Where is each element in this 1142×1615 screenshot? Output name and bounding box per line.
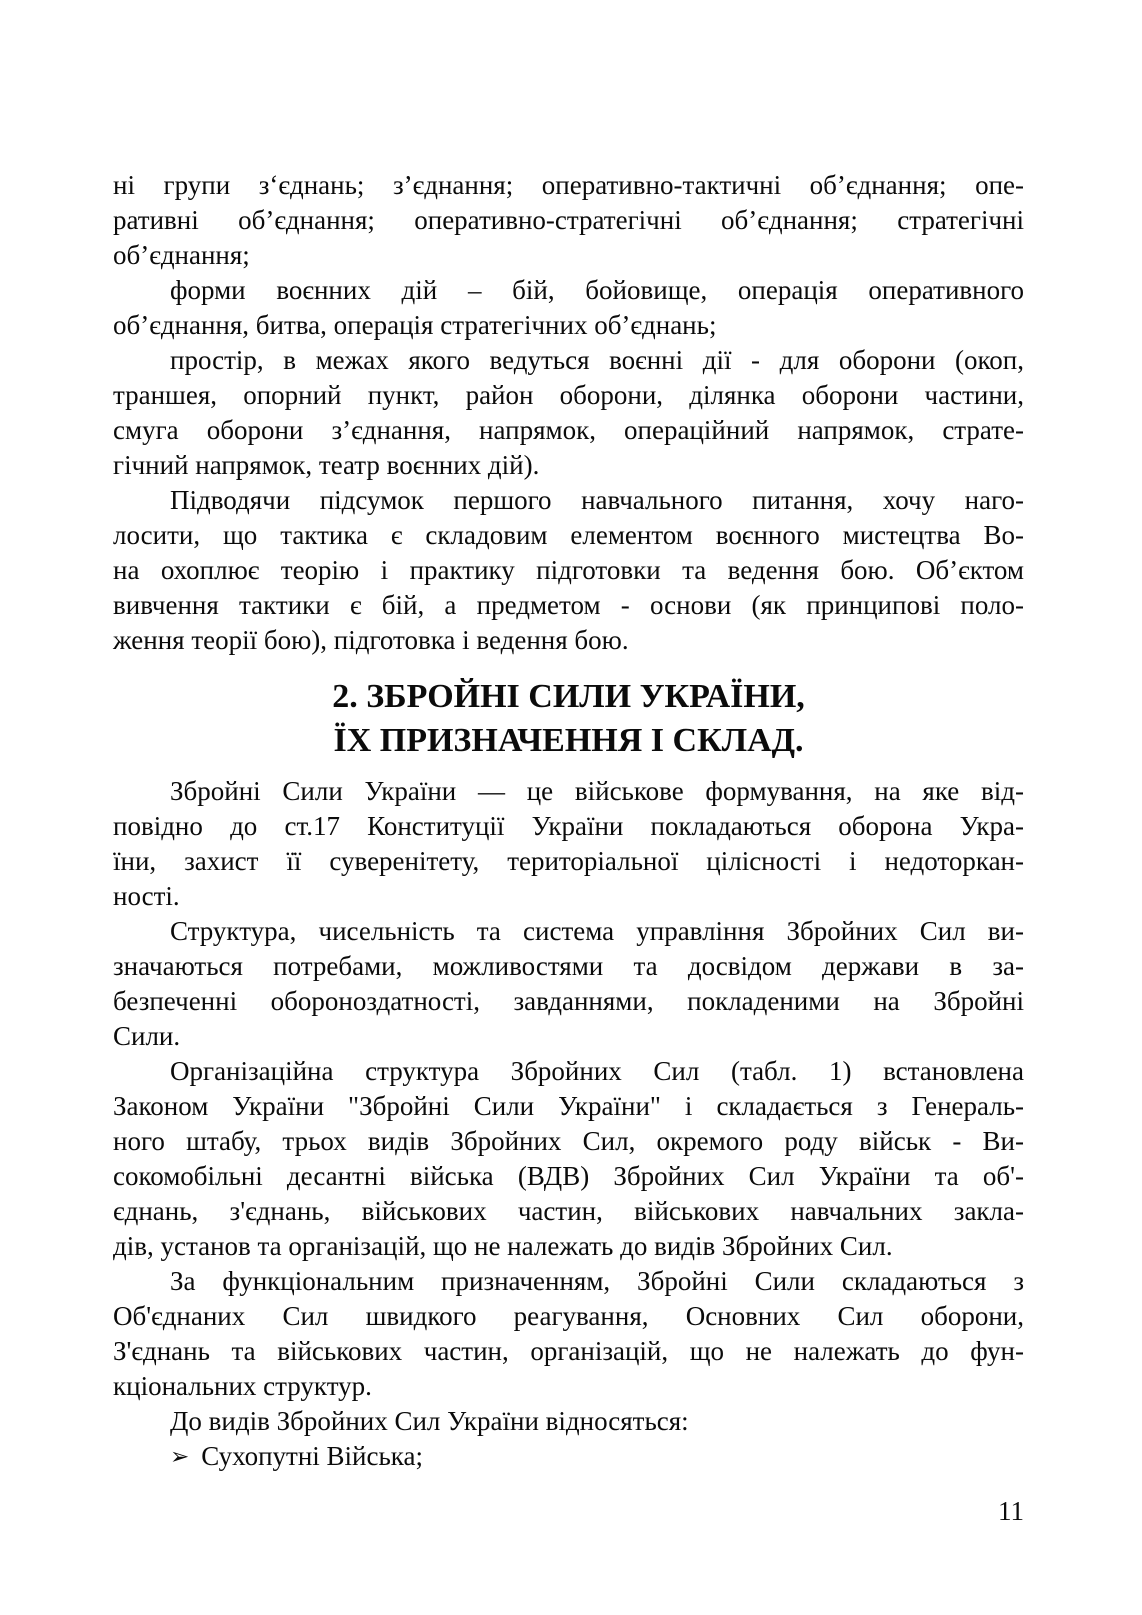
arrow-bullet-icon: ➢ [170, 1444, 190, 1470]
body-line: ративні об’єднання; оперативно-стратегічні об’єднання; стратегічні [113, 205, 1024, 235]
body-line: ності. [113, 881, 180, 911]
body-line: об’єднання, битва, операція стратегічних об’єднань; [113, 310, 717, 340]
body-line: їни, захист її суверенітету, територіальної цілісності і недоторкан- [113, 846, 1024, 876]
page-number: 11 [998, 1496, 1024, 1526]
paragraph [113, 914, 1024, 1054]
body-line: За функціональним призначенням, Збройні Сили складаються з [170, 1266, 1024, 1296]
body-line: ні групи з‘єднань; з’єднання; оперативно-тактичні об’єднання; опе- [113, 170, 1024, 200]
section-heading-line: ЇХ ПРИЗНАЧЕННЯ І СКЛАД. [333, 722, 804, 759]
paragraph [113, 1264, 1024, 1404]
body-line: Організаційна структура Збройних Сил (табл. 1) встановлена [170, 1056, 1024, 1086]
body-line: сокомобільні десантні війська (ВДВ) Збройних Сил України та об'- [113, 1161, 1024, 1191]
body-line: До видів Збройних Сил України відносяться: [170, 1406, 689, 1436]
body-line: Підводячи підсумок першого навчального питання, хочу наго- [170, 485, 1024, 515]
body-line: З'єднань та військових частин, організацій, що не належать до фун- [113, 1336, 1024, 1366]
body-line: значаються потребами, можливостями та досвідом держави в за- [113, 951, 1024, 981]
body-line: простір, в межах якого ведуться воєнні дії - для оборони (окоп, [170, 345, 1024, 375]
body-line: вивчення тактики є бій, а предметом - основи (як принципові поло- [113, 590, 1024, 620]
paragraph [113, 343, 1024, 483]
paragraph [113, 273, 1024, 343]
list-item [113, 1439, 1024, 1474]
body-line: кціональних структур. [113, 1371, 372, 1401]
paragraph [113, 483, 1024, 658]
body-line: форми воєнних дій – бій, бойовище, операція оперативного [170, 275, 1024, 305]
body-line: Об'єднаних Сил швидкого реагування, Основних Сил оборони, [113, 1301, 1024, 1331]
body-line: лосити, що тактика є складовим елементом воєнного мистецтва Во- [113, 520, 1024, 550]
body-line: Збройні Сили України — це військове формування, на яке від- [170, 776, 1024, 806]
body-line: гічний напрямок, театр воєнних дій). [113, 450, 540, 480]
body-line: на охоплює теорію і практику підготовки та ведення бою. Об’єктом [113, 555, 1024, 585]
section-heading-line: 2. ЗБРОЙНІ СИЛИ УКРАЇНИ, [332, 678, 805, 715]
paragraph [113, 1404, 1024, 1439]
text-column [113, 168, 1024, 1474]
body-line: Сили. [113, 1021, 181, 1051]
list-item-label: Сухопутні Війська; [201, 1441, 423, 1471]
body-line: ження теорії бою), підготовка і ведення бою. [113, 625, 629, 655]
body-line: єднань, з'єднань, військових частин, військових навчальних закла- [113, 1196, 1024, 1226]
section-heading [113, 675, 1024, 763]
body-line: ного штабу, трьох видів Збройних Сил, окремого роду військ - Ви- [113, 1126, 1024, 1156]
body-line: безпеченні обороноздатності, завданнями, покладеними на Збройні [113, 986, 1024, 1016]
body-line: повідно до ст.17 Конституції України покладаються оборона Укра- [113, 811, 1024, 841]
body-line: Законом України "Збройні Сили України" і складається з Генераль- [113, 1091, 1024, 1121]
body-line: об’єднання; [113, 240, 250, 270]
paragraph [113, 1054, 1024, 1264]
body-line: дів, установ та організацій, що не належать до видів Збройних Сил. [113, 1231, 893, 1261]
paragraph [113, 168, 1024, 273]
body-line: траншея, опорний пункт, район оборони, ділянка оборони частини, [113, 380, 1024, 410]
body-line: Структура, чисельність та система управління Збройних Сил ви- [170, 916, 1024, 946]
body-line: смуга оборони з’єднання, напрямок, операційний напрямок, страте- [113, 415, 1024, 445]
paragraph [113, 774, 1024, 914]
